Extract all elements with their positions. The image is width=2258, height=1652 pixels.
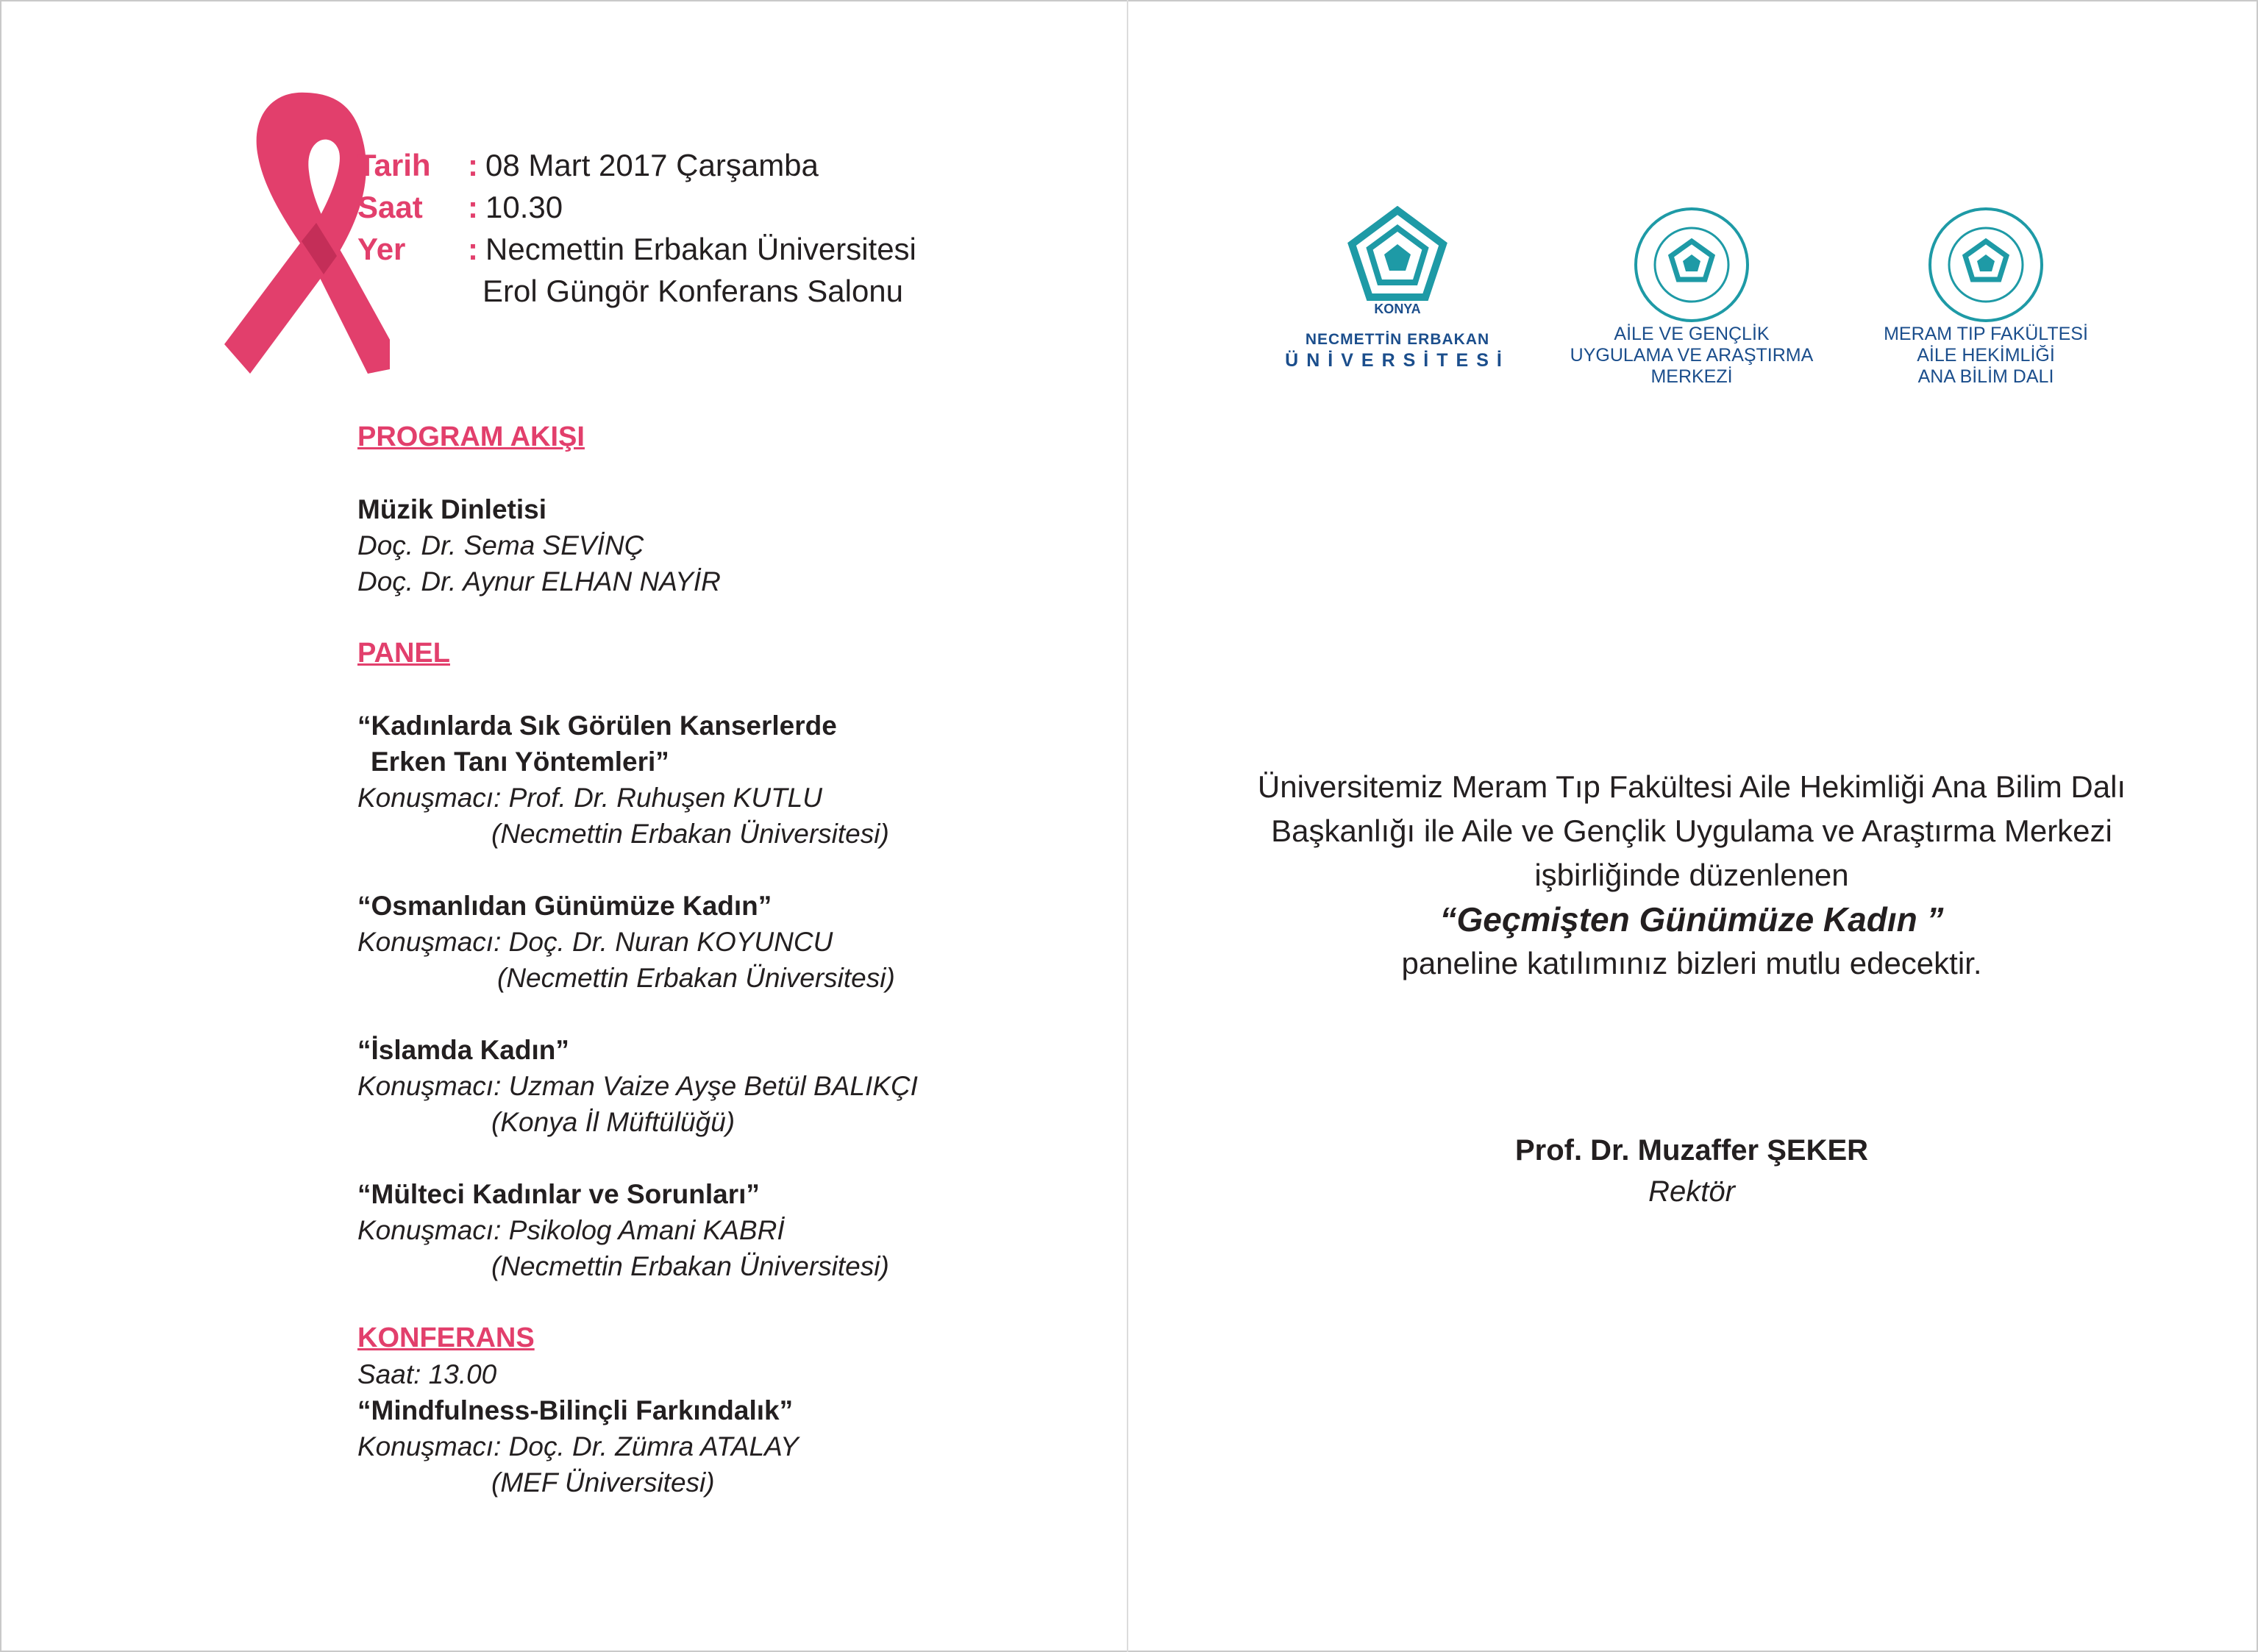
event-time-row (357, 186, 916, 228)
neu-round-seal-icon (1927, 206, 2045, 324)
signer-name: Prof. Dr. Muzaffer ŞEKER (1514, 1134, 1869, 1167)
center-name-2: UYGULAMA VE ARAŞTIRMA (1570, 345, 1814, 366)
place-line-1: Necmettin Erbakan Üniversitesi (485, 232, 916, 266)
time-label: Saat (357, 190, 423, 224)
panel-heading: PANEL (357, 638, 450, 669)
talk-affiliation: (Necmettin Erbakan Üniversitesi) (491, 819, 889, 849)
signer-role: Rektör (1648, 1175, 1735, 1208)
music-title: Müzik Dinletisi (357, 494, 546, 524)
faculty-name-3: ANA BİLİM DALI (1917, 366, 2054, 387)
neu-star-emblem-icon (1346, 206, 1449, 316)
panel-title: “Geçmişten Günümüze Kadın ” (1439, 900, 1944, 939)
music-performer: Doç. Dr. Aynur ELHAN NAYİR (357, 566, 721, 597)
talk-affiliation: (Necmettin Erbakan Üniversitesi) (497, 963, 895, 993)
invitation-line-3: işbirliğinde düzenlenen (1534, 858, 1849, 892)
music-performer: Doç. Dr. Sema SEVİNÇ (357, 530, 644, 560)
university-logo (1280, 206, 1515, 371)
conference-time: Saat: 13.00 (357, 1359, 497, 1389)
place-line-2: Erol Güngör Konferans Salonu (482, 274, 904, 308)
program-section (357, 419, 1093, 1500)
talk-title: “Osmanlıdan Günümüze Kadın” (357, 891, 772, 921)
signature-block (1133, 1130, 2251, 1212)
talk-title-cont: Erken Tanı Yöntemleri” (371, 747, 669, 777)
talk-title: “Kadınlarda Sık Görülen Kanserlerde (357, 711, 837, 741)
center-name-1: AİLE VE GENÇLİK (1614, 324, 1770, 344)
invitation-line-1: Üniversitemiz Meram Tıp Fakültesi Aile Hekimliği Ana Bilim Dalı (1257, 769, 2126, 804)
invitation-line-2: Başkanlığı ile Aile ve Gençlik Uygulama ve Araştırma Merkezi (1271, 813, 2112, 848)
date-label: Tarih (357, 148, 431, 182)
event-info (357, 144, 916, 312)
faculty-name-1: MERAM TIP FAKÜLTESİ (1884, 324, 2088, 344)
faculty-name-2: AİLE HEKİMLİĞİ (1917, 345, 2055, 366)
talk-speaker: Konuşmacı: Prof. Dr. Ruhuşen KUTLU (357, 783, 822, 813)
talk-title: “İslamda Kadın” (357, 1035, 569, 1065)
talk-title: “Mülteci Kadınlar ve Sorunları” (357, 1179, 760, 1209)
invitation-text (1133, 765, 2251, 986)
talk-speaker: Konuşmacı: Doç. Dr. Nuran KOYUNCU (357, 927, 833, 957)
talk-affiliation: (Konya İl Müftülüğü) (491, 1107, 736, 1137)
invitation-line-4: paneline katılımınız bizleri mutlu edecektir. (1401, 946, 1982, 980)
talk-affiliation: (Necmettin Erbakan Üniversitesi) (491, 1251, 889, 1281)
university-name-2: ÜNİVERSİTESİ (1285, 350, 1510, 371)
colon: : (468, 190, 478, 224)
event-place-row (357, 228, 916, 270)
program-heading: PROGRAM AKIŞI (357, 421, 585, 452)
svg-text:KONYA: KONYA (1374, 302, 1421, 316)
talk-speaker: Konuşmacı: Psikolog Amani KABRİ (357, 1215, 785, 1245)
logos-row (1250, 206, 2162, 412)
event-date-row (357, 144, 916, 186)
colon: : (468, 232, 478, 266)
neu-round-seal-icon (1633, 206, 1751, 324)
conference-heading: KONFERANS (357, 1322, 535, 1353)
university-name-1: NECMETTİN ERBAKAN (1305, 331, 1490, 348)
conference-speaker: Konuşmacı: Doç. Dr. Zümra ATALAY (357, 1431, 799, 1461)
date-value: 08 Mart 2017 Çarşamba (485, 148, 819, 182)
time-value: 10.30 (485, 190, 563, 224)
conference-title: “Mindfulness-Bilinçli Farkındalık” (357, 1395, 794, 1425)
fold-line (1127, 0, 1128, 1652)
conference-affiliation: (MEF Üniversitesi) (491, 1467, 715, 1498)
place-label: Yer (357, 232, 406, 266)
talk-speaker: Konuşmacı: Uzman Vaize Ayşe Betül BALIKÇI (357, 1071, 918, 1101)
colon: : (468, 148, 478, 182)
faculty-logo (1846, 206, 2126, 388)
center-logo (1545, 206, 1839, 388)
center-name-3: MERKEZİ (1650, 366, 1733, 387)
